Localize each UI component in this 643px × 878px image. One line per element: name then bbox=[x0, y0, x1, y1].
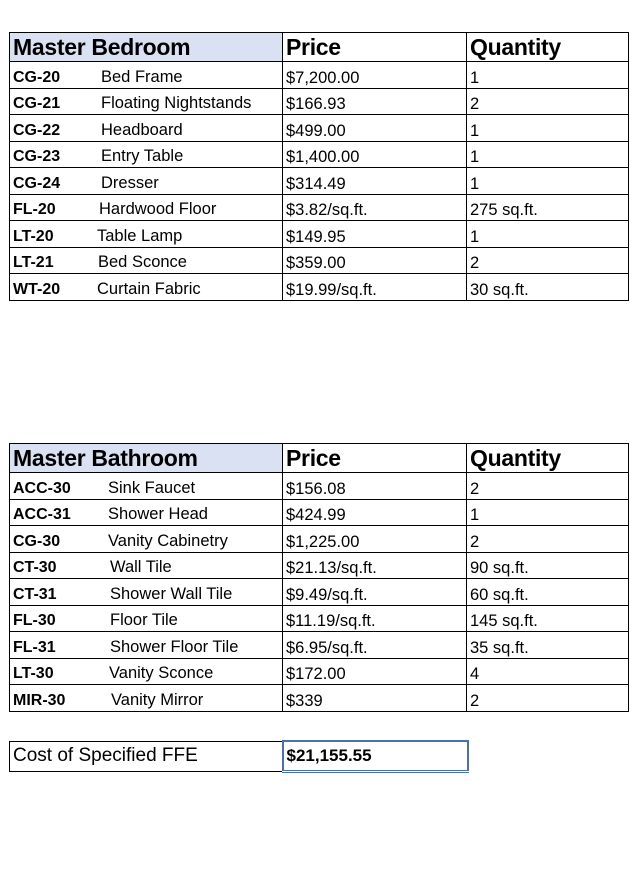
item-code: ACC-31 bbox=[13, 506, 71, 523]
table-row bbox=[10, 194, 629, 221]
item-code: FL-31 bbox=[13, 638, 56, 656]
section-title-cell[interactable]: Master Bathroom bbox=[10, 444, 283, 473]
price-header-cell[interactable]: Price bbox=[283, 33, 467, 62]
price-cell[interactable]: $499.00 bbox=[283, 115, 467, 142]
table-row bbox=[10, 221, 629, 248]
item-cell[interactable] bbox=[10, 473, 283, 500]
quantity-cell[interactable]: 2 bbox=[467, 685, 629, 712]
price-cell[interactable]: $1,225.00 bbox=[283, 526, 467, 553]
item-cell[interactable] bbox=[10, 605, 283, 632]
table-row bbox=[10, 88, 629, 115]
master-bedroom-table bbox=[9, 32, 629, 301]
table-row bbox=[10, 632, 629, 659]
quantity-cell[interactable]: 1 bbox=[467, 141, 629, 168]
item-code: CG-20 bbox=[13, 68, 61, 86]
item-code: LT-30 bbox=[13, 665, 54, 682]
quantity-cell[interactable]: 2 bbox=[467, 247, 629, 274]
quantity-cell[interactable]: 2 bbox=[467, 473, 629, 500]
item-code: FL-20 bbox=[13, 201, 56, 218]
item-cell[interactable] bbox=[10, 552, 283, 579]
item-description: Bed Frame bbox=[101, 67, 183, 86]
item-cell[interactable] bbox=[10, 658, 283, 685]
quantity-cell[interactable]: 1 bbox=[467, 168, 629, 195]
table-row bbox=[10, 605, 629, 632]
item-description: Curtain Fabric bbox=[97, 279, 201, 298]
cost-total-cell[interactable]: $21,155.55 bbox=[283, 741, 468, 772]
item-cell[interactable] bbox=[10, 115, 283, 142]
item-description: Shower Head bbox=[108, 505, 208, 523]
table-row bbox=[10, 247, 629, 274]
price-cell[interactable]: $3.82/sq.ft. bbox=[283, 194, 467, 221]
quantity-cell[interactable]: 30 sq.ft. bbox=[467, 274, 629, 301]
quantity-header-cell[interactable]: Quantity bbox=[467, 444, 629, 473]
table-row bbox=[10, 658, 629, 685]
item-code: MIR-30 bbox=[13, 691, 66, 709]
item-cell[interactable] bbox=[10, 194, 283, 221]
quantity-cell[interactable]: 2 bbox=[467, 526, 629, 553]
item-cell[interactable] bbox=[10, 579, 283, 606]
item-code: ACC-30 bbox=[13, 479, 71, 497]
item-description: Vanity Sconce bbox=[109, 664, 214, 682]
quantity-cell[interactable]: 145 sq.ft. bbox=[467, 605, 629, 632]
item-description: Floor Tile bbox=[110, 611, 178, 629]
table-row bbox=[10, 274, 629, 301]
item-cell[interactable] bbox=[10, 247, 283, 274]
item-cell[interactable] bbox=[10, 499, 283, 526]
item-description: Entry Table bbox=[101, 147, 184, 165]
item-cell[interactable] bbox=[10, 62, 283, 89]
price-cell[interactable]: $149.95 bbox=[283, 221, 467, 248]
price-cell[interactable]: $172.00 bbox=[283, 658, 467, 685]
table-row bbox=[10, 526, 629, 553]
item-code: LT-21 bbox=[13, 254, 54, 271]
item-description: Table Lamp bbox=[97, 226, 183, 245]
item-cell[interactable] bbox=[10, 141, 283, 168]
price-cell[interactable]: $424.99 bbox=[283, 499, 467, 526]
item-code: CG-24 bbox=[13, 174, 61, 192]
quantity-cell[interactable]: 1 bbox=[467, 115, 629, 142]
item-description: Bed Sconce bbox=[98, 253, 187, 271]
quantity-cell[interactable]: 1 bbox=[467, 221, 629, 248]
table-row bbox=[10, 62, 629, 89]
item-cell[interactable] bbox=[10, 526, 283, 553]
price-cell[interactable]: $166.93 bbox=[283, 88, 467, 115]
item-code: CG-22 bbox=[13, 121, 61, 139]
price-cell[interactable]: $6.95/sq.ft. bbox=[283, 632, 467, 659]
quantity-cell[interactable]: 1 bbox=[467, 499, 629, 526]
item-code: FL-30 bbox=[13, 612, 56, 629]
quantity-cell[interactable]: 60 sq.ft. bbox=[467, 579, 629, 606]
price-cell[interactable]: $156.08 bbox=[283, 473, 467, 500]
price-cell[interactable]: $314.49 bbox=[283, 168, 467, 195]
item-cell[interactable] bbox=[10, 632, 283, 659]
cost-summary-table bbox=[9, 740, 469, 773]
price-cell[interactable]: $339 bbox=[283, 685, 467, 712]
quantity-cell[interactable]: 2 bbox=[467, 88, 629, 115]
item-description: Sink Faucet bbox=[108, 478, 196, 497]
quantity-cell[interactable]: 1 bbox=[467, 62, 629, 89]
table-header-row bbox=[10, 444, 629, 473]
item-code: LT-20 bbox=[13, 227, 54, 245]
quantity-cell[interactable]: 35 sq.ft. bbox=[467, 632, 629, 659]
item-description: Headboard bbox=[101, 120, 183, 139]
price-cell[interactable]: $19.99/sq.ft. bbox=[283, 274, 467, 301]
quantity-cell[interactable]: 90 sq.ft. bbox=[467, 552, 629, 579]
item-code: CT-30 bbox=[13, 559, 57, 576]
item-code: WT-20 bbox=[13, 280, 61, 298]
cost-summary-row bbox=[10, 741, 468, 772]
price-header-cell[interactable]: Price bbox=[283, 444, 467, 473]
quantity-header-cell[interactable]: Quantity bbox=[467, 33, 629, 62]
master-bathroom-table bbox=[9, 443, 629, 712]
item-description: Shower Wall Tile bbox=[110, 584, 233, 603]
quantity-cell[interactable]: 4 bbox=[467, 658, 629, 685]
item-cell[interactable] bbox=[10, 88, 283, 115]
item-description: Floating Nightstands bbox=[101, 94, 252, 112]
item-cell[interactable] bbox=[10, 221, 283, 248]
table-row bbox=[10, 168, 629, 195]
item-code: CG-21 bbox=[13, 95, 61, 112]
item-cell[interactable] bbox=[10, 685, 283, 712]
price-cell[interactable]: $7,200.00 bbox=[283, 62, 467, 89]
item-description: Vanity Mirror bbox=[111, 690, 204, 709]
item-code: CG-23 bbox=[13, 148, 61, 165]
item-description: Dresser bbox=[101, 173, 159, 192]
cost-label-cell[interactable]: Cost of Specified FFE bbox=[10, 741, 283, 772]
price-cell[interactable]: $21.13/sq.ft. bbox=[283, 552, 467, 579]
item-description: Shower Floor Tile bbox=[110, 637, 239, 656]
table-row bbox=[10, 499, 629, 526]
table-row bbox=[10, 473, 629, 500]
item-description: Vanity Cabinetry bbox=[108, 531, 228, 550]
table-row bbox=[10, 579, 629, 606]
item-description: Wall Tile bbox=[110, 558, 172, 576]
price-cell[interactable]: $11.19/sq.ft. bbox=[283, 605, 467, 632]
table-row bbox=[10, 552, 629, 579]
price-cell[interactable]: $359.00 bbox=[283, 247, 467, 274]
item-code: CG-30 bbox=[13, 532, 61, 550]
table-header-row bbox=[10, 33, 629, 62]
item-cell[interactable] bbox=[10, 168, 283, 195]
item-code: CT-31 bbox=[13, 585, 57, 603]
price-cell[interactable]: $1,400.00 bbox=[283, 141, 467, 168]
item-description: Hardwood Floor bbox=[99, 200, 217, 218]
price-cell[interactable]: $9.49/sq.ft. bbox=[283, 579, 467, 606]
table-row bbox=[10, 115, 629, 142]
table-row bbox=[10, 141, 629, 168]
item-cell[interactable] bbox=[10, 274, 283, 301]
section-title-cell[interactable]: Master Bedroom bbox=[10, 33, 283, 62]
table-row bbox=[10, 685, 629, 712]
quantity-cell[interactable]: 275 sq.ft. bbox=[467, 194, 629, 221]
